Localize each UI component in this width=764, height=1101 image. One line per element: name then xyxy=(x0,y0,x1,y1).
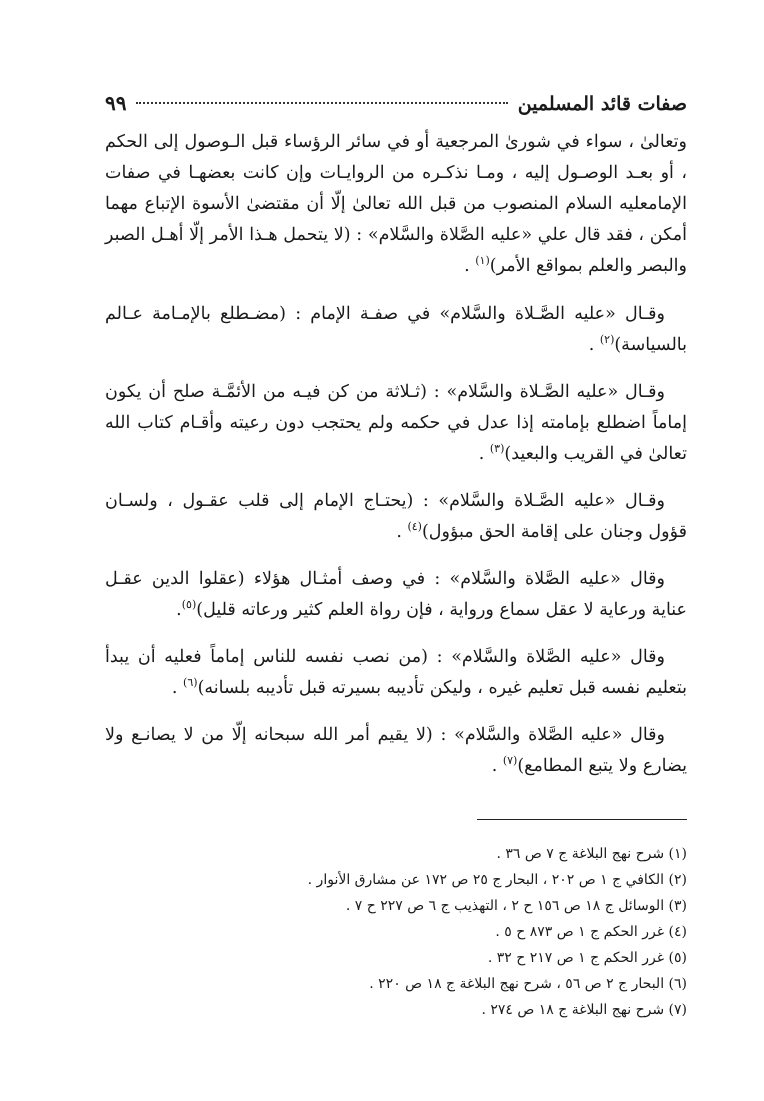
paragraph-tail: . xyxy=(396,522,408,542)
footnotes xyxy=(105,841,687,1023)
paragraph-tail: . xyxy=(588,335,600,355)
paragraph-text: وقال «عليه الصَّلاة والسَّلام» : (لا يقيم أمر الله سبحانه إلّا من لا يصانـع ولا يضارع ولا يتبع المطامع) xyxy=(105,725,687,776)
footnote-ref: (٤) xyxy=(407,520,422,533)
footnote-ref: (١) xyxy=(475,254,490,267)
paragraph xyxy=(105,127,687,283)
paragraph-text: وقـال «عليه الصَّـلاة والسَّلام» : (ثـلاثة من كن فيـه من الأئمَّـة صلح أن يكون إماماً اضطلع بإمامته إذا عدل في حكمه ولم يحتجب دون رعيته وأقـام كتاب الله تعالىٰ في القريب والبعيد) xyxy=(105,382,687,464)
paragraph-tail: . xyxy=(478,444,490,464)
running-header xyxy=(105,85,687,121)
paragraph-tail: . xyxy=(464,256,476,276)
body-text xyxy=(105,127,687,783)
paragraph-tail: . xyxy=(491,756,503,776)
paragraph-text: وقال «عليه الصَّلاة والسَّلام» : في وصف أمثـال هؤلاء (عقلوا الدين عقـل عناية ورعاية لا عقل سماع ورواية ، فإن رواة العلم كثير ورعاته قليل) xyxy=(105,569,687,620)
footnote-separator-wrap xyxy=(105,819,687,821)
paragraph-text: وقـال «عليه الصَّـلاة والسَّلام» : (يحتـاج الإمام إلى قلب عقـول ، ولسـان قؤول وجنان على إقامة الحق مبؤول) xyxy=(105,491,687,542)
footnote-ref: (٦) xyxy=(183,676,198,689)
footnote-item: (٧) شرح نهج البلاغة ج ١٨ ص ٢٧٤ . xyxy=(481,1002,687,1018)
page-title: صفات قائد المسلمين xyxy=(517,93,687,115)
paragraph xyxy=(105,377,687,471)
header-dot-leader xyxy=(136,102,507,104)
footnote-item: (٤) غرر الحكم ج ١ ص ٨٧٣ ح ٥ . xyxy=(495,924,687,940)
paragraph xyxy=(105,299,687,362)
paragraph-text: وقال «عليه الصَّلاة والسَّلام» : (من نصب نفسه للناس إماماً فعليه أن يبدأ بتعليم نفسه قبل تعليم غيره ، وليكن تأديبه بسيرته قبل تأديبه بلسانه) xyxy=(105,647,687,698)
paragraph-text: وقـال «عليه الصَّـلاة والسَّلام» في صفـة الإمام : (مضـطلع بالإمـامة عـالم بالسياسة) xyxy=(105,304,687,355)
footnote-ref: (٥) xyxy=(181,598,197,611)
footnote-ref: (٣) xyxy=(489,442,505,455)
footnote-separator xyxy=(477,819,687,820)
paragraph xyxy=(105,564,687,627)
footnote-item: (١) شرح نهج البلاغة ج ٧ ص ٣٦ . xyxy=(496,846,687,862)
paragraph xyxy=(105,486,687,549)
footnote-item: (٥) غرر الحكم ج ١ ص ٢١٧ ح ٣٢ . xyxy=(487,950,687,966)
book-page xyxy=(105,85,687,1039)
paragraph xyxy=(105,642,687,705)
paragraph xyxy=(105,720,687,783)
footnote-ref: (٧) xyxy=(502,754,518,767)
footnote-item: (٢) الكافي ج ١ ص ٢٠٢ ، البحار ج ٢٥ ص ١٧٢ عن مشارق الأنوار . xyxy=(307,872,687,888)
footnote-ref: (٢) xyxy=(599,333,615,346)
paragraph-text: وتعالىٰ ، سواء في شورىٰ المرجعية أو في سائر الرؤساء قبل الـوصول إلى الحكم ، أو بعـد الوصـول إليه ، ومـا نذكـره من الروايـات وإن كانت بعضهـا في صفات الإمامعليه السلام المنصوب من قبل الله تعالىٰ إلّا أن مقتضىٰ الأسوة الإتباع مهما أمكن ، فقد قال علي «عليه الصَّلاة والسَّلام» : (لا يتحمل هـذا الأمر إلّا أهـل الصبر والبصر والعلم بمواقع الأمر) xyxy=(105,132,687,276)
paragraph-tail: . xyxy=(176,600,182,620)
paragraph-tail: . xyxy=(171,678,184,698)
footnote-item: (٦) البحار ج ٢ ص ٥٦ ، شرح نهج البلاغة ج ١٨ ص ٢٢٠ . xyxy=(369,976,687,992)
footnote-item: (٣) الوسائل ج ١٨ ص ١٥٦ ح ٢ ، التهذيب ج ٦ ص ٢٢٧ ح ٧ . xyxy=(345,898,687,914)
page-number: ٩٩ xyxy=(105,91,127,115)
